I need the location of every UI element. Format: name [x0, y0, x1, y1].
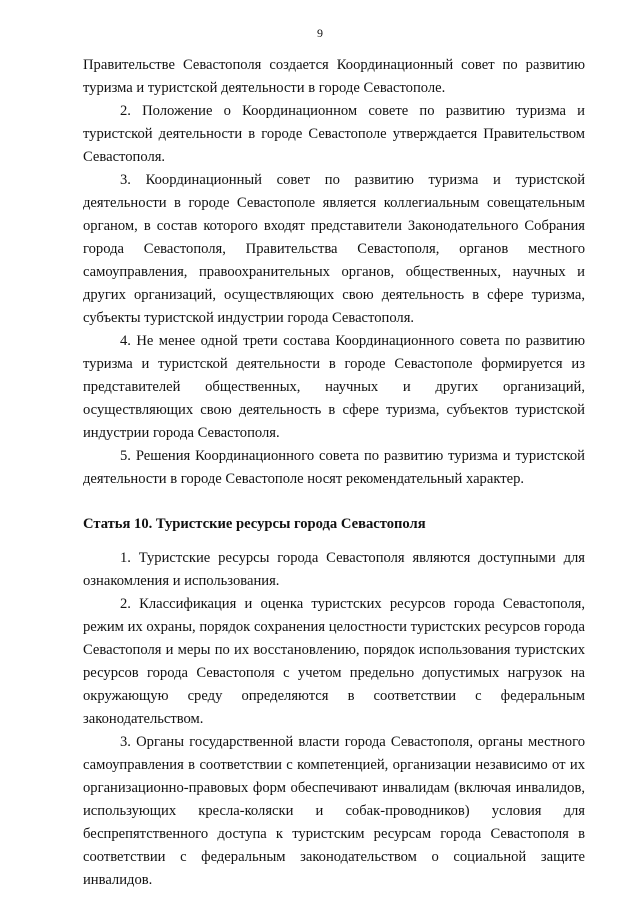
intro-paragraph: Правительстве Севастополя создается Координационный совет по развитию туризма и туристской деятельности в городе Севастополе. — [83, 57, 585, 96]
article-item-3: 3. Органы государственной власти города Севастополя, органы местного самоуправления в соответствии с компетенцией, организации независимо от их организационно-правовых форм обеспечивают инвалидам (включая инвалидов, использующих кресла-коляски и собак-проводников) условия для беспрепятственного доступа к туристским ресурсам города Севастополя в соответствии с федеральным законодательством о социальной защите инвалидов. — [83, 734, 585, 888]
article-item-2: 2. Классификация и оценка туристских ресурсов города Севастополя, режим их охраны, порядок сохранения целостности туристских ресурсов города Севастополя и меры по их восстановлению, порядок использования туристских ресурсов города Севастополя с учетом предельно допустимых нагрузок на окружающую среду определяются в соответствии с федеральным законодательством. — [83, 596, 585, 727]
page-number: 9 — [317, 26, 323, 40]
paragraph-item-5: 5. Решения Координационного совета по развитию туризма и туристской деятельности в городе Севастополе носят рекомендательный характер. — [83, 448, 585, 487]
paragraph-item-4: 4. Не менее одной трети состава Координационного совета по развитию туризма и туристской деятельности в городе Севастополе формируется из представителей общественных, научных и других организаций, осуществляющих свою деятельность в сфере туризма, субъектов туристской индустрии города Севастополя. — [83, 333, 585, 441]
document-body — [83, 54, 585, 892]
paragraph-item-2: 2. Положение о Координационном совете по развитию туризма и туристской деятельности в городе Севастополе утверждается Правительством Севастополя. — [83, 103, 585, 165]
article-item-1: 1. Туристские ресурсы города Севастополя являются доступными для ознакомления и использования. — [83, 550, 585, 589]
paragraph-item-3: 3. Координационный совет по развитию туризма и туристской деятельности в городе Севастополе является коллегиальным совещательным органом, в состав которого входят представители Законодательного Собрания города Севастополя, Правительства Севастополя, органов местного самоуправления, правоохранительных органов, общественных, научных и других организаций, осуществляющих свою деятельность в сфере туризма, субъекты туристской индустрии города Севастополя. — [83, 172, 585, 326]
article-heading: Статья 10. Туристские ресурсы города Севастополя — [83, 516, 426, 532]
